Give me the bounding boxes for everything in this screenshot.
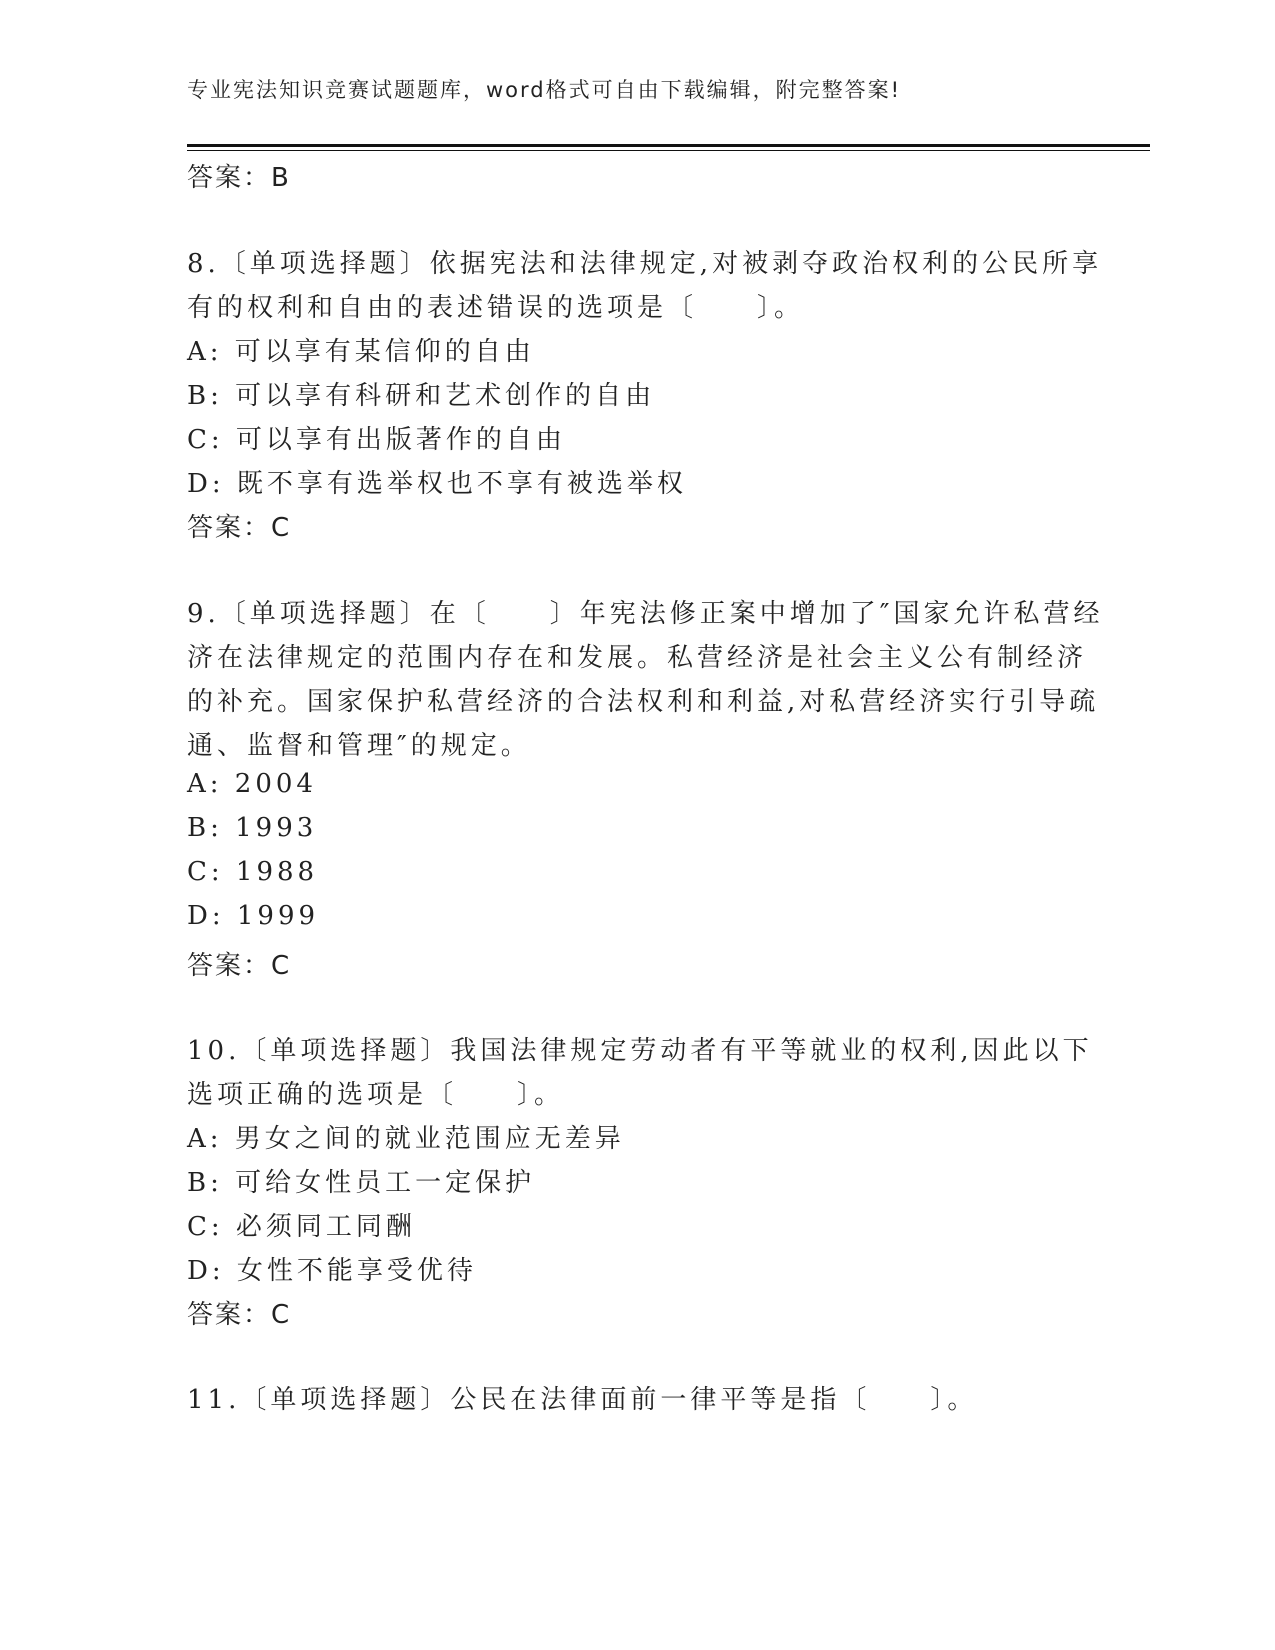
q11-text-line1: 11.〔单项选择题〕公民在法律面前一律平等是指〔 〕。	[187, 1385, 978, 1415]
answer-q10: 答案：C	[187, 1300, 292, 1330]
answer-q7: 答案：B	[187, 163, 291, 193]
q10-text-line2: 选项正确的选项是〔 〕。	[187, 1080, 565, 1110]
q9-option-d: D: 1999	[187, 901, 320, 931]
q8-option-d: D: 既不享有选举权也不享有被选举权	[187, 469, 687, 499]
answer-q9: 答案：C	[187, 951, 292, 981]
q8-option-a: A: 可以享有某信仰的自由	[187, 337, 535, 367]
q9-option-a: A: 2004	[187, 769, 317, 799]
page-header: 专业宪法知识竞赛试题题库，word格式可自由下载编辑，附完整答案!	[187, 78, 902, 102]
q9-text-line2: 济在法律规定的范围内存在和发展。私营经济是社会主义公有制经济	[187, 643, 1088, 673]
q10-option-c: C: 必须同工同酬	[187, 1212, 416, 1242]
q8-option-b: B: 可以享有科研和艺术创作的自由	[187, 381, 656, 411]
q10-option-b: B: 可给女性员工一定保护	[187, 1168, 536, 1198]
q9-text-line3: 的补充。国家保护私营经济的合法权利和利益,对私营经济实行引导疏	[187, 687, 1100, 717]
q8-option-c: C: 可以享有出版著作的自由	[187, 425, 566, 455]
q8-text-line2: 有的权利和自由的表述错误的选项是〔 〕。	[187, 293, 805, 323]
q9-text-line1: 9.〔单项选择题〕在〔 〕年宪法修正案中增加了″国家允许私营经	[187, 599, 1104, 629]
q9-option-b: B: 1993	[187, 813, 318, 843]
q9-option-c: C: 1988	[187, 857, 319, 887]
answer-q8: 答案：C	[187, 513, 292, 543]
header-rule-thin	[187, 150, 1150, 151]
q9-text-line4: 通、监督和管理″的规定。	[187, 731, 531, 761]
q8-text-line1: 8.〔单项选择题〕依据宪法和法律规定,对被剥夺政治权利的公民所享	[187, 249, 1103, 279]
q10-option-d: D: 女性不能享受优待	[187, 1256, 477, 1286]
q10-text-line1: 10.〔单项选择题〕我国法律规定劳动者有平等就业的权利,因此以下	[187, 1036, 1093, 1066]
q10-option-a: A: 男女之间的就业范围应无差异	[187, 1124, 625, 1154]
header-rule-thick	[187, 144, 1150, 147]
